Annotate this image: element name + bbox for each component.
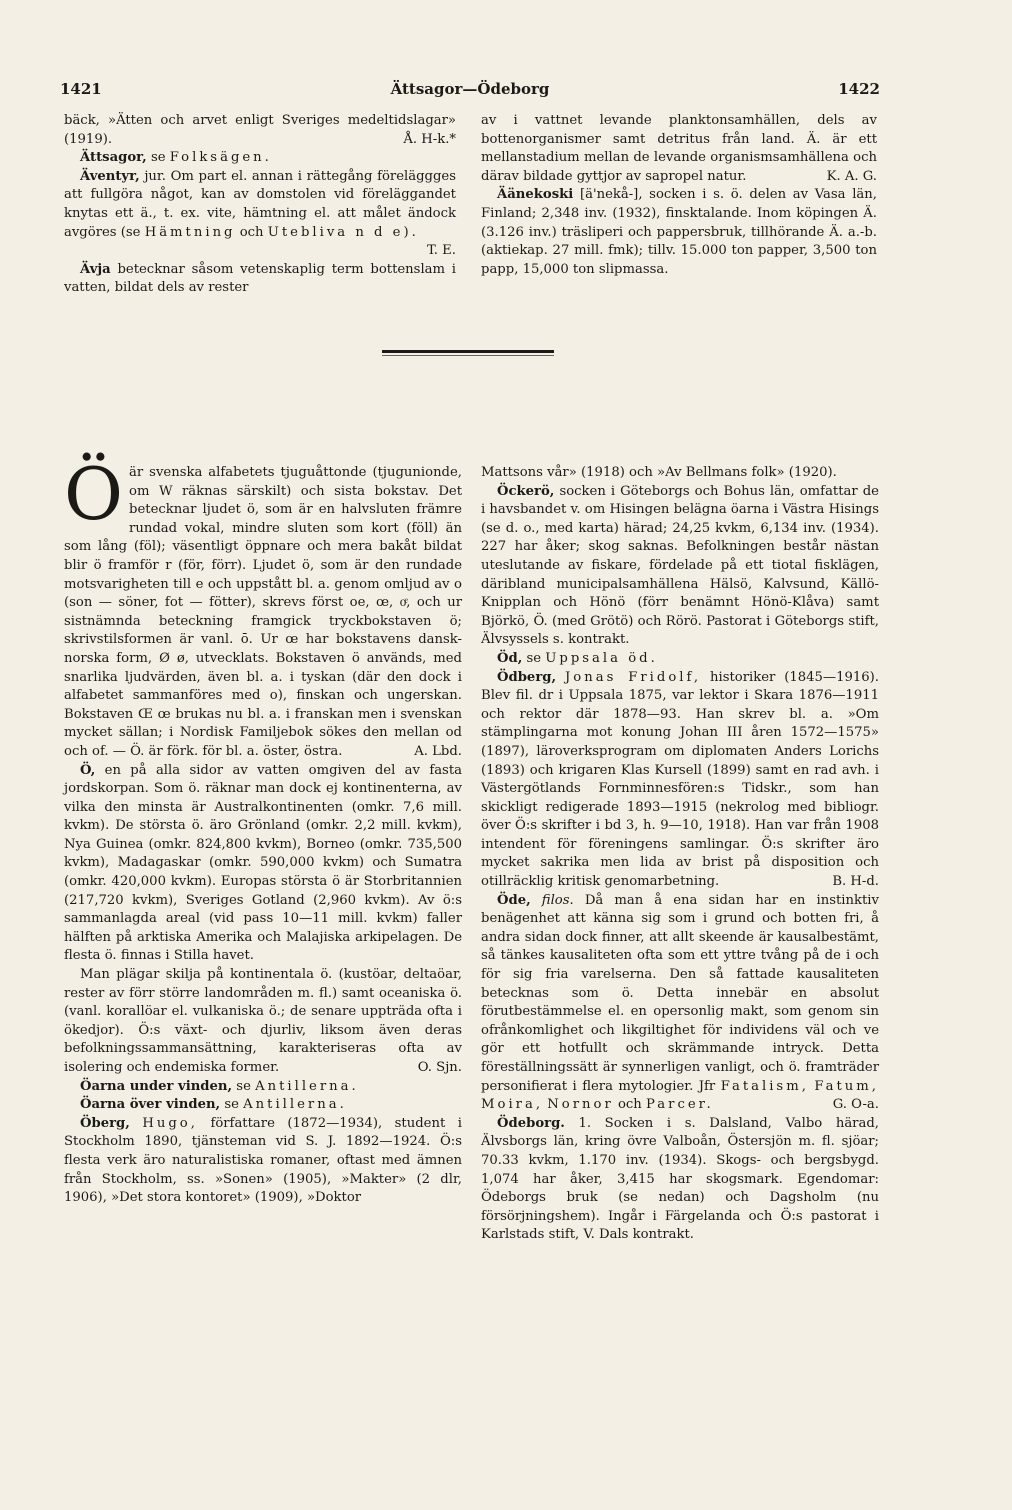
- entry-headword: Ö,: [80, 762, 96, 778]
- entry-headword: Äänekoski: [497, 187, 574, 203]
- entry-headword: Öarna under vinden,: [80, 1078, 233, 1094]
- cross-reference: Hämtning: [144, 224, 236, 240]
- right-page-number: 1422: [838, 80, 880, 98]
- entry-text: bäck, »Ätten och arvet enligt Sveriges medeltidslagar» (1919).: [64, 113, 456, 147]
- entry-text: Mattsons vår» (1918) och »Av Bellmans folk» (1920).: [481, 465, 837, 480]
- entry-text: 1. Socken i s. Dalsland, Valbo härad, Älvsborgs län, kring övre Valboån, Östersjön m. fl. sjöar; 70.33 kvkm, 1.170 inv. (1934). Skogs- och bergsbygd. 1,074 har åker, 3,415 har skogsmark. Egendomar: Ödeborgs bruk (se nedan) och Dagsholm (nu försörjningshem). Ingår i Färgelanda och Ö:s pastorat i Karlstads stift, V. Dals kontrakt.: [481, 1115, 879, 1243]
- signature: A. Lbd.: [414, 743, 462, 759]
- entry-avja: [64, 261, 456, 298]
- entry-attsagor: [64, 149, 456, 168]
- entry-headword: Ättsagor,: [80, 150, 147, 166]
- bottom-right-column: [481, 464, 879, 1245]
- entry-letter-o: [64, 452, 462, 762]
- entry-ockero: [481, 483, 879, 650]
- entry-headword: Ävja: [80, 261, 111, 277]
- entry-headword: Öd,: [497, 650, 523, 666]
- cross-reference: Folksägen.: [169, 150, 272, 166]
- entry-oarna-over: [64, 1096, 462, 1115]
- entry-text: Då man å ena sidan har en instinktiv benägenhet att känna sig som i grund och botten fri, å andra sidan dock finner, att allt skeende är kausalbestämt, så tänkes kausaliteten ofta som ett yttre tvång på de i och för sig fria varelserna. Den så fattade kausaliteten betecknas som ö. Detta innebär en absolut förutbestämmelse el. en opersonlig makt, som genom sin ofrånkomlighet och likgiltighet för individens väl och ve gör ett hotfullt och skrämmande intryck. Detta föreställningssätt är synnerligen vanligt, och ö. framträder personifierat i flera mytologier. Jfr: [481, 892, 879, 1094]
- entry-avja-continued: [481, 112, 877, 186]
- cross-reference: Fatalism,: [720, 1078, 809, 1094]
- signature: G. O-a.: [832, 1097, 879, 1113]
- page-header: [60, 80, 880, 102]
- entry-o-island-cont: [64, 966, 462, 1078]
- entry-odberg: [481, 669, 879, 892]
- entry-oberg-continued: [481, 464, 879, 483]
- cross-reference: Uppsala öd.: [545, 650, 658, 666]
- entry-o-island: [64, 762, 462, 967]
- person-name: Hugo,: [142, 1115, 198, 1131]
- entry-oberg: [64, 1115, 462, 1208]
- entry-attens: [64, 112, 456, 149]
- entry-headword: Ödberg,: [497, 669, 557, 685]
- signature: B. H-d.: [832, 874, 879, 890]
- left-page-number: 1421: [60, 80, 102, 98]
- entry-text: en på alla sidor av vatten omgiven del av fasta jordskorpan. Som ö. räknar man dock ej kontinenterna, av vilka den minsta är Australkontinenten (omkr. 7,6 mill. kvkm). De största ö. äro Grönland (omkr. 2,2 mill. kvkm), Nya Guinea (omkr. 824,800 kvkm), Borneo (omkr. 735,500 kvkm), Madagaskar (omkr. 590,000 kvkm) och Sumatra (omkr. 420,000 kvkm). Europas största ö är Storbritannien (217,720 kvkm), Sveriges Gotland (2,960 kvkm). Av ö:s sammanlagda areal (vid pass 10—11 mill. kvkm) faller hälften på arktiska Amerika och Malajiska arkipelagen. De flesta ö. finnas i Stilla havet.: [64, 762, 462, 964]
- entry-headword: Äventyr,: [80, 168, 140, 184]
- entry-headword: Öberg,: [80, 1115, 130, 1131]
- section-divider-thin: [382, 355, 554, 356]
- running-title: Ättsagor—Ödeborg: [390, 80, 550, 98]
- entry-text: se: [150, 150, 166, 166]
- entry-text: socken i Göteborgs och Bohus län, omfattar de i havsbandet v. om Hisingen belägna öarna i Västra Hisings (se d. o., med karta) härad; 24,25 kvkm, 6,134 inv. (1934). 227 har åker; skog saknas. Befolkningen består nästan uteslutande av fiskare, fördelade på ett tiotal fisklägen, däribland municipalsamhällena Hälsö, Kalvsund, Källö-Knipplan och Hönö (förr benämnt Hönö-Klåva) samt Björkö, Ö. (med Grötö) och Rörö. Pastorat i Göteborgs stift, Älvsyssels s. kontrakt.: [481, 483, 879, 648]
- cross-reference: Fatum,: [814, 1078, 879, 1094]
- entry-text: se: [236, 1078, 251, 1094]
- entry-headword: Öckerö,: [497, 483, 555, 499]
- cross-reference: Antillerna.: [255, 1078, 359, 1094]
- entry-text: betecknar såsom vetenskaplig term bottenslam i vatten, bildat dels av rester: [64, 261, 456, 296]
- entry-oarna-under: [64, 1078, 462, 1097]
- drop-cap-letter: Ö: [64, 452, 124, 536]
- entry-text: [ä'nekå-], socken i s. ö. delen av Vasa län, Finland; 2,348 inv. (1932), finsktalande. Inom köpingen Ä. (3.126 inv.) träsliperi och pappersbruk, tillhörande Ä. a.-b. (aktiekap. 27 mill. fmk); tillv. 15.000 ton papper, 3,500 ton papp, 15,000 ton slipmassa.: [481, 187, 877, 277]
- signature: T. E.: [426, 243, 456, 259]
- cross-reference: Nornor: [547, 1097, 614, 1113]
- entry-text: och: [617, 1097, 642, 1113]
- signature: Å. H-k.*: [403, 131, 456, 147]
- signature: K. A. G.: [826, 168, 877, 184]
- entry-text: se: [224, 1097, 239, 1113]
- entry-ode: [481, 892, 879, 1115]
- entry-text: författare (1872—1934), student i Stockholm 1890, tjänsteman vid S. J. 1892—1924. Ö:s flesta verk äro naturalistiska romaner, oftast med ämnen från Stockholm, ss. »Sonen» (1905), »Makter» (2 dlr, 1906), »Det stora kontoret» (1909), »Doktor: [64, 1115, 462, 1206]
- entry-text: historiker (1845—1916). Blev fil. dr i Uppsala 1875, var lektor i Skara 1876—1911 och rektor där 1878—93. Han skrev bl. a. »Om stämplingarna mot konung Johan III åren 1572—1575» (1897), läroverksprogram om diplomaten Anders Lorichs (1893) och krigaren Klas Kursell (1899) samt en rad avh. i Västergötlands Fornminnesfören:s Tidskr., som han skickligt redigerade 1893—1915 (nekrolog med bibliogr. över Ö:s skrifter i bd 3, h. 9—10, 1918). Han var från 1908 intendent för föreningens samlingar. Ö:s skrifter äro mycket sakrika men lida av brist på disposition och otillräcklig kritisk genomarbetning.: [481, 669, 879, 890]
- signature: O. Sjn.: [417, 1060, 462, 1075]
- cross-reference: Antillerna.: [243, 1097, 347, 1113]
- entry-aventyr: [64, 168, 456, 261]
- entry-text: Man plägar skilja på kontinentala ö. (kustöar, deltaöar, rester av förr större landområden m. fl.) samt oceaniska ö. (vanl. korallöar el. vulkaniska ö.; de senare uppträda ofta i ökedjor). Ö:s växt- och djurliv, liksom även deras befolkningssammansättning, karakteriseras ofta av isolering och endemiska former.: [64, 967, 462, 1075]
- entry-text: är svenska alfabetets tjuguåttonde (tjugunionde, om W räknas särskilt) och sista bokstav. Det betecknar ljudet ö, som är en halvsluten främre rundad vokal, mindre sluten som kort (föll) än som lång (föl); väsentligt öppnare och mera bakåt bildat blir ö framför r (för, förr). Ljudet ö, som är den rundade motsvarigheten till e och uppstått bl. a. genom omljud av o (son — söner, fot — fötter), skrevs först oe, œ, oͤ, och ur sistnämnda beteckning framgick tryckbokstaven ö; skrivstilsformen är vanl. ō. Ur œ har bokstavens dansk-norska form, Ø ø, utvecklats. Bokstaven ö används, med snarlika ljudvärden, även bl. a. i tyskan (där den dock i alfabetet sammanföres med o), finskan och ungerskan. Bokstaven Œ œ brukas nu bl. a. i franskan men i svenskan mycket sällan; i Nordisk Familjebok sökes den mellan od och of. — Ö. är förk. för bl. a. öster, östra.: [64, 465, 462, 759]
- entry-aanekoski: [481, 186, 877, 279]
- person-name: Jonas Fridolf,: [564, 669, 702, 685]
- entry-text: av i vattnet levande planktonsamhällen, dels av bottenorganismer samt detritus från land. Ä. är ett mellanstadium mellan de levande organismsamhällena och därav bildade gyttjor av sapropel natur.: [481, 113, 877, 184]
- bottom-left-column: [64, 452, 462, 1208]
- section-divider: [382, 350, 554, 353]
- entry-text: se: [526, 650, 542, 666]
- top-left-column: [64, 112, 456, 298]
- cross-reference: Parcer.: [646, 1097, 714, 1113]
- entry-text: jur. Om part el. annan i rättegång föreläggges att fullgöra något, kan av domstolen vid föreläggandet knytas ett ä., t. ex. vite, hämtning el. att målet ändock avgöres (se: [64, 168, 456, 240]
- cross-reference: Moira,: [481, 1097, 544, 1113]
- entry-headword: Ödeborg.: [497, 1115, 565, 1131]
- entry-odeborg: [481, 1115, 879, 1245]
- cross-reference: Utebliva n d e).: [267, 224, 419, 240]
- entry-headword: Öde,: [497, 892, 531, 908]
- entry-text: och: [239, 224, 264, 240]
- top-right-column: [481, 112, 877, 279]
- entry-subject: filos.: [541, 892, 574, 908]
- entry-od: [481, 650, 879, 669]
- entry-headword: Öarna över vinden,: [80, 1097, 221, 1113]
